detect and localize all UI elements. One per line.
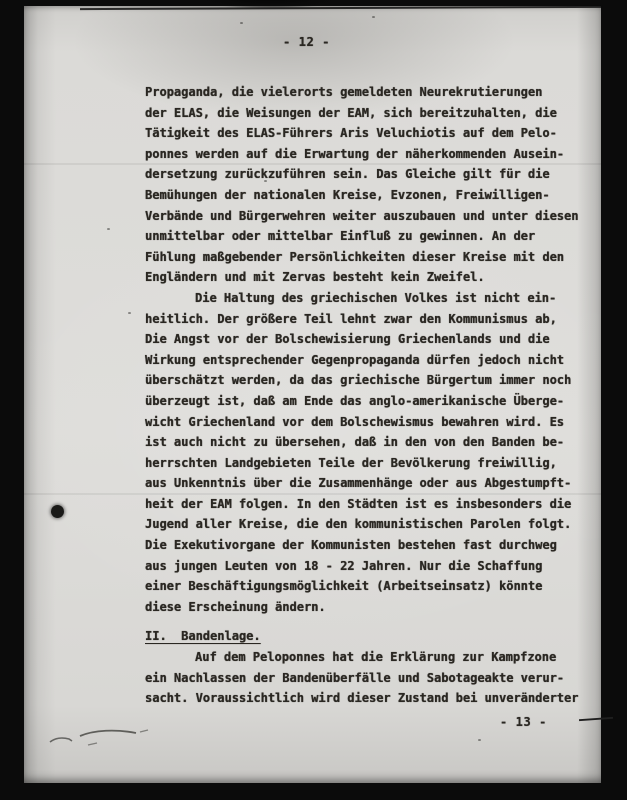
text-line: Engländern und mit Zervas besteht kein Zweifel. [145, 270, 485, 285]
section-heading: II. Bandenlage. [145, 629, 261, 644]
text-line: Die Exekutivorgane der Kommunisten bestehen fast durchweg [145, 538, 557, 553]
text-line: heit der EAM folgen. In den Städten ist es insbesonders die [145, 496, 572, 511]
text-line: Propaganda, die vielerorts gemeldeten Neurekrutierungen [145, 85, 543, 99]
text-line: Tätigkeit des ELAS-Führers Aris Veluchiotis auf dem Pelo- [145, 126, 557, 141]
text-line: herrschten Landgebieten Teile der Bevölkerung freiwillig, [145, 455, 557, 470]
text-line: einer Beschäftigungsmöglichkeit (Arbeitseinsatz) könnte [145, 579, 543, 594]
text-line: überschätzt werden, da das griechische Bürgertum immer noch [145, 373, 572, 388]
document-page [24, 6, 601, 783]
paper-speck [128, 312, 131, 314]
text-line: diese Erscheinung ändern. [145, 599, 326, 614]
scan-edge-smudge [170, 0, 370, 14]
pencil-scribble-mark [40, 712, 160, 760]
text-line: aus Unkenntnis über die Zusammenhänge oder aus Abgestumpft- [145, 476, 572, 491]
text-line: Fühlung maßgebender Persönlichkeiten dieser Kreise mit den [145, 249, 565, 264]
text-line: Jugend aller Kreise, die den kommunistischen Parolen folgt. [145, 517, 572, 532]
paper-speck [372, 16, 375, 18]
document-text-block [145, 82, 591, 709]
text-line: Die Haltung des griechischen Volkes ist nicht ein- [195, 290, 557, 305]
text-line: unmittelbar oder mittelbar Einfluß zu gewinnen. An der [145, 229, 536, 244]
text-line: ist auch nicht zu übersehen, daß in den von den Banden be- [145, 435, 565, 450]
text-line: ponnes werden auf die Erwartung der näherkommenden Ausein- [145, 146, 565, 161]
text-line: ein Nachlassen der Bandenüberfälle und Sabotageakte verur- [145, 670, 565, 685]
text-line: überzeugt ist, daß am Ende das anglo-amerikanische Überge- [145, 393, 565, 408]
page-number-header: - 12 - [283, 35, 330, 49]
text-line: wicht Griechenland vor dem Bolschewismus bewahren wird. Es [145, 414, 565, 429]
text-line: Auf dem Peloponnes hat die Erklärung zur Kampfzone [195, 650, 557, 665]
text-line: Die Angst vor der Bolschewisierung Griechenlands und die [145, 332, 550, 347]
text-line: der ELAS, die Weisungen der EAM, sich bereitzuhalten, die [145, 105, 557, 120]
text-line: sacht. Voraussichtlich wird dieser Zustand bei unveränderter [145, 691, 579, 706]
text-line: Wirkung entsprechender Gegenpropaganda dürfen jedoch nicht [145, 352, 565, 367]
paper-speck [107, 228, 110, 230]
text-line: aus jungen Leuten von 18 - 22 Jahren. Nur die Schaffung [145, 558, 543, 573]
paper-speck [264, 180, 267, 182]
paper-speck [240, 22, 243, 24]
text-line: Verbände und Bürgerwehren weiter auszubauen und unter diesen [145, 208, 579, 223]
page-number-footer: - 13 - [500, 715, 547, 729]
text-line: dersetzung zurückzuführen sein. Das Gleiche gilt für die [145, 167, 550, 182]
right-edge-mark [579, 717, 613, 721]
paper-speck [478, 739, 481, 741]
text-line: Bemühungen der nationalen Kreise, Evzonen, Freiwilligen- [145, 187, 550, 202]
punch-hole-mark [51, 505, 64, 518]
text-line: heitlich. Der größere Teil lehnt zwar den Kommunismus ab, [145, 311, 557, 326]
